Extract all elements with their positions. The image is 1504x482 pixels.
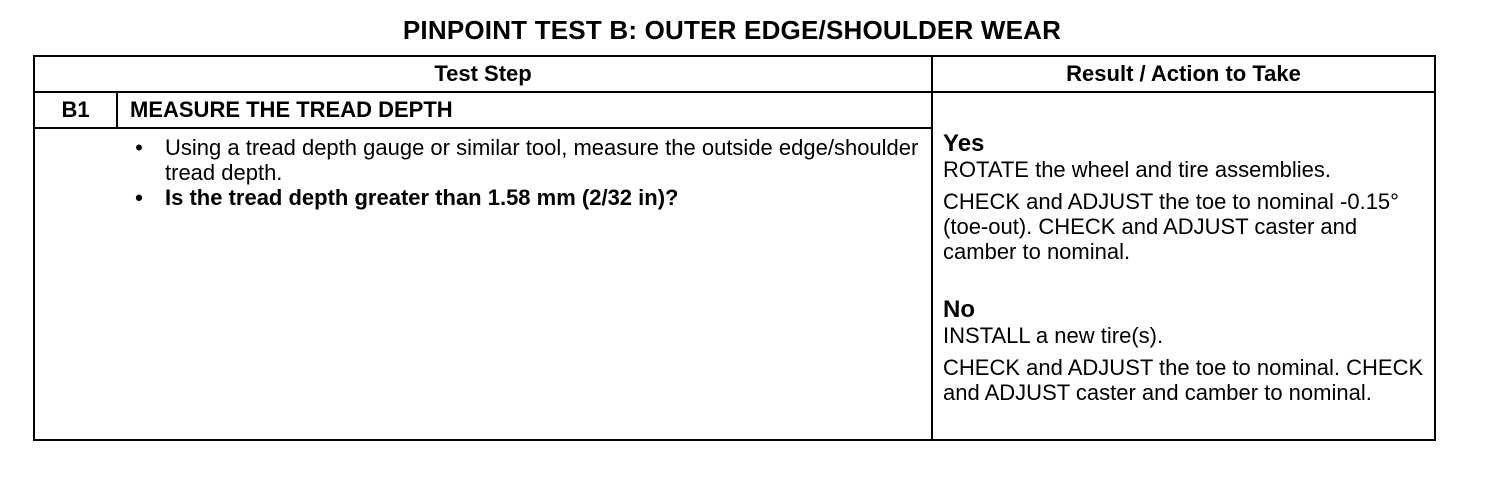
list-item [129, 185, 931, 210]
step-id: B1 [34, 92, 117, 128]
test-step-header: Test Step [34, 56, 932, 92]
step-id-blank [34, 128, 117, 440]
step-body [117, 128, 932, 440]
yes-label: Yes [943, 130, 985, 157]
pinpoint-test-table [33, 55, 1436, 441]
page-title: PINPOINT TEST B: OUTER EDGE/SHOULDER WEAR [402, 15, 1062, 45]
bullet-icon: • [135, 135, 143, 160]
step-bullet-list [117, 135, 931, 210]
result-cell [932, 92, 1435, 440]
step-row [34, 92, 1435, 128]
no-label: No [943, 296, 976, 323]
bullet-text: Using a tread depth gauge or similar tool, measure the outside edge/shoulder tread depth. [165, 135, 919, 185]
step-title: MEASURE THE TREAD DEPTH [117, 92, 932, 128]
result-header: Result / Action to Take [932, 56, 1435, 92]
bullet-question: Is the tread depth greater than 1.58 mm (2/32 in)? [165, 185, 679, 210]
bullet-icon: • [135, 185, 143, 210]
yes-action-1: ROTATE the wheel and tire assemblies. [943, 157, 1332, 182]
yes-action-2: CHECK and ADJUST the toe to nominal -0.15° (toe-out). CHECK and ADJUST caster and camber to nominal. [943, 189, 1399, 264]
no-action-1: INSTALL a new tire(s). [943, 323, 1164, 348]
no-action-2: CHECK and ADJUST the toe to nominal. CHECK and ADJUST caster and camber to nominal. [943, 355, 1424, 405]
header-row [34, 56, 1435, 92]
list-item [129, 135, 931, 185]
